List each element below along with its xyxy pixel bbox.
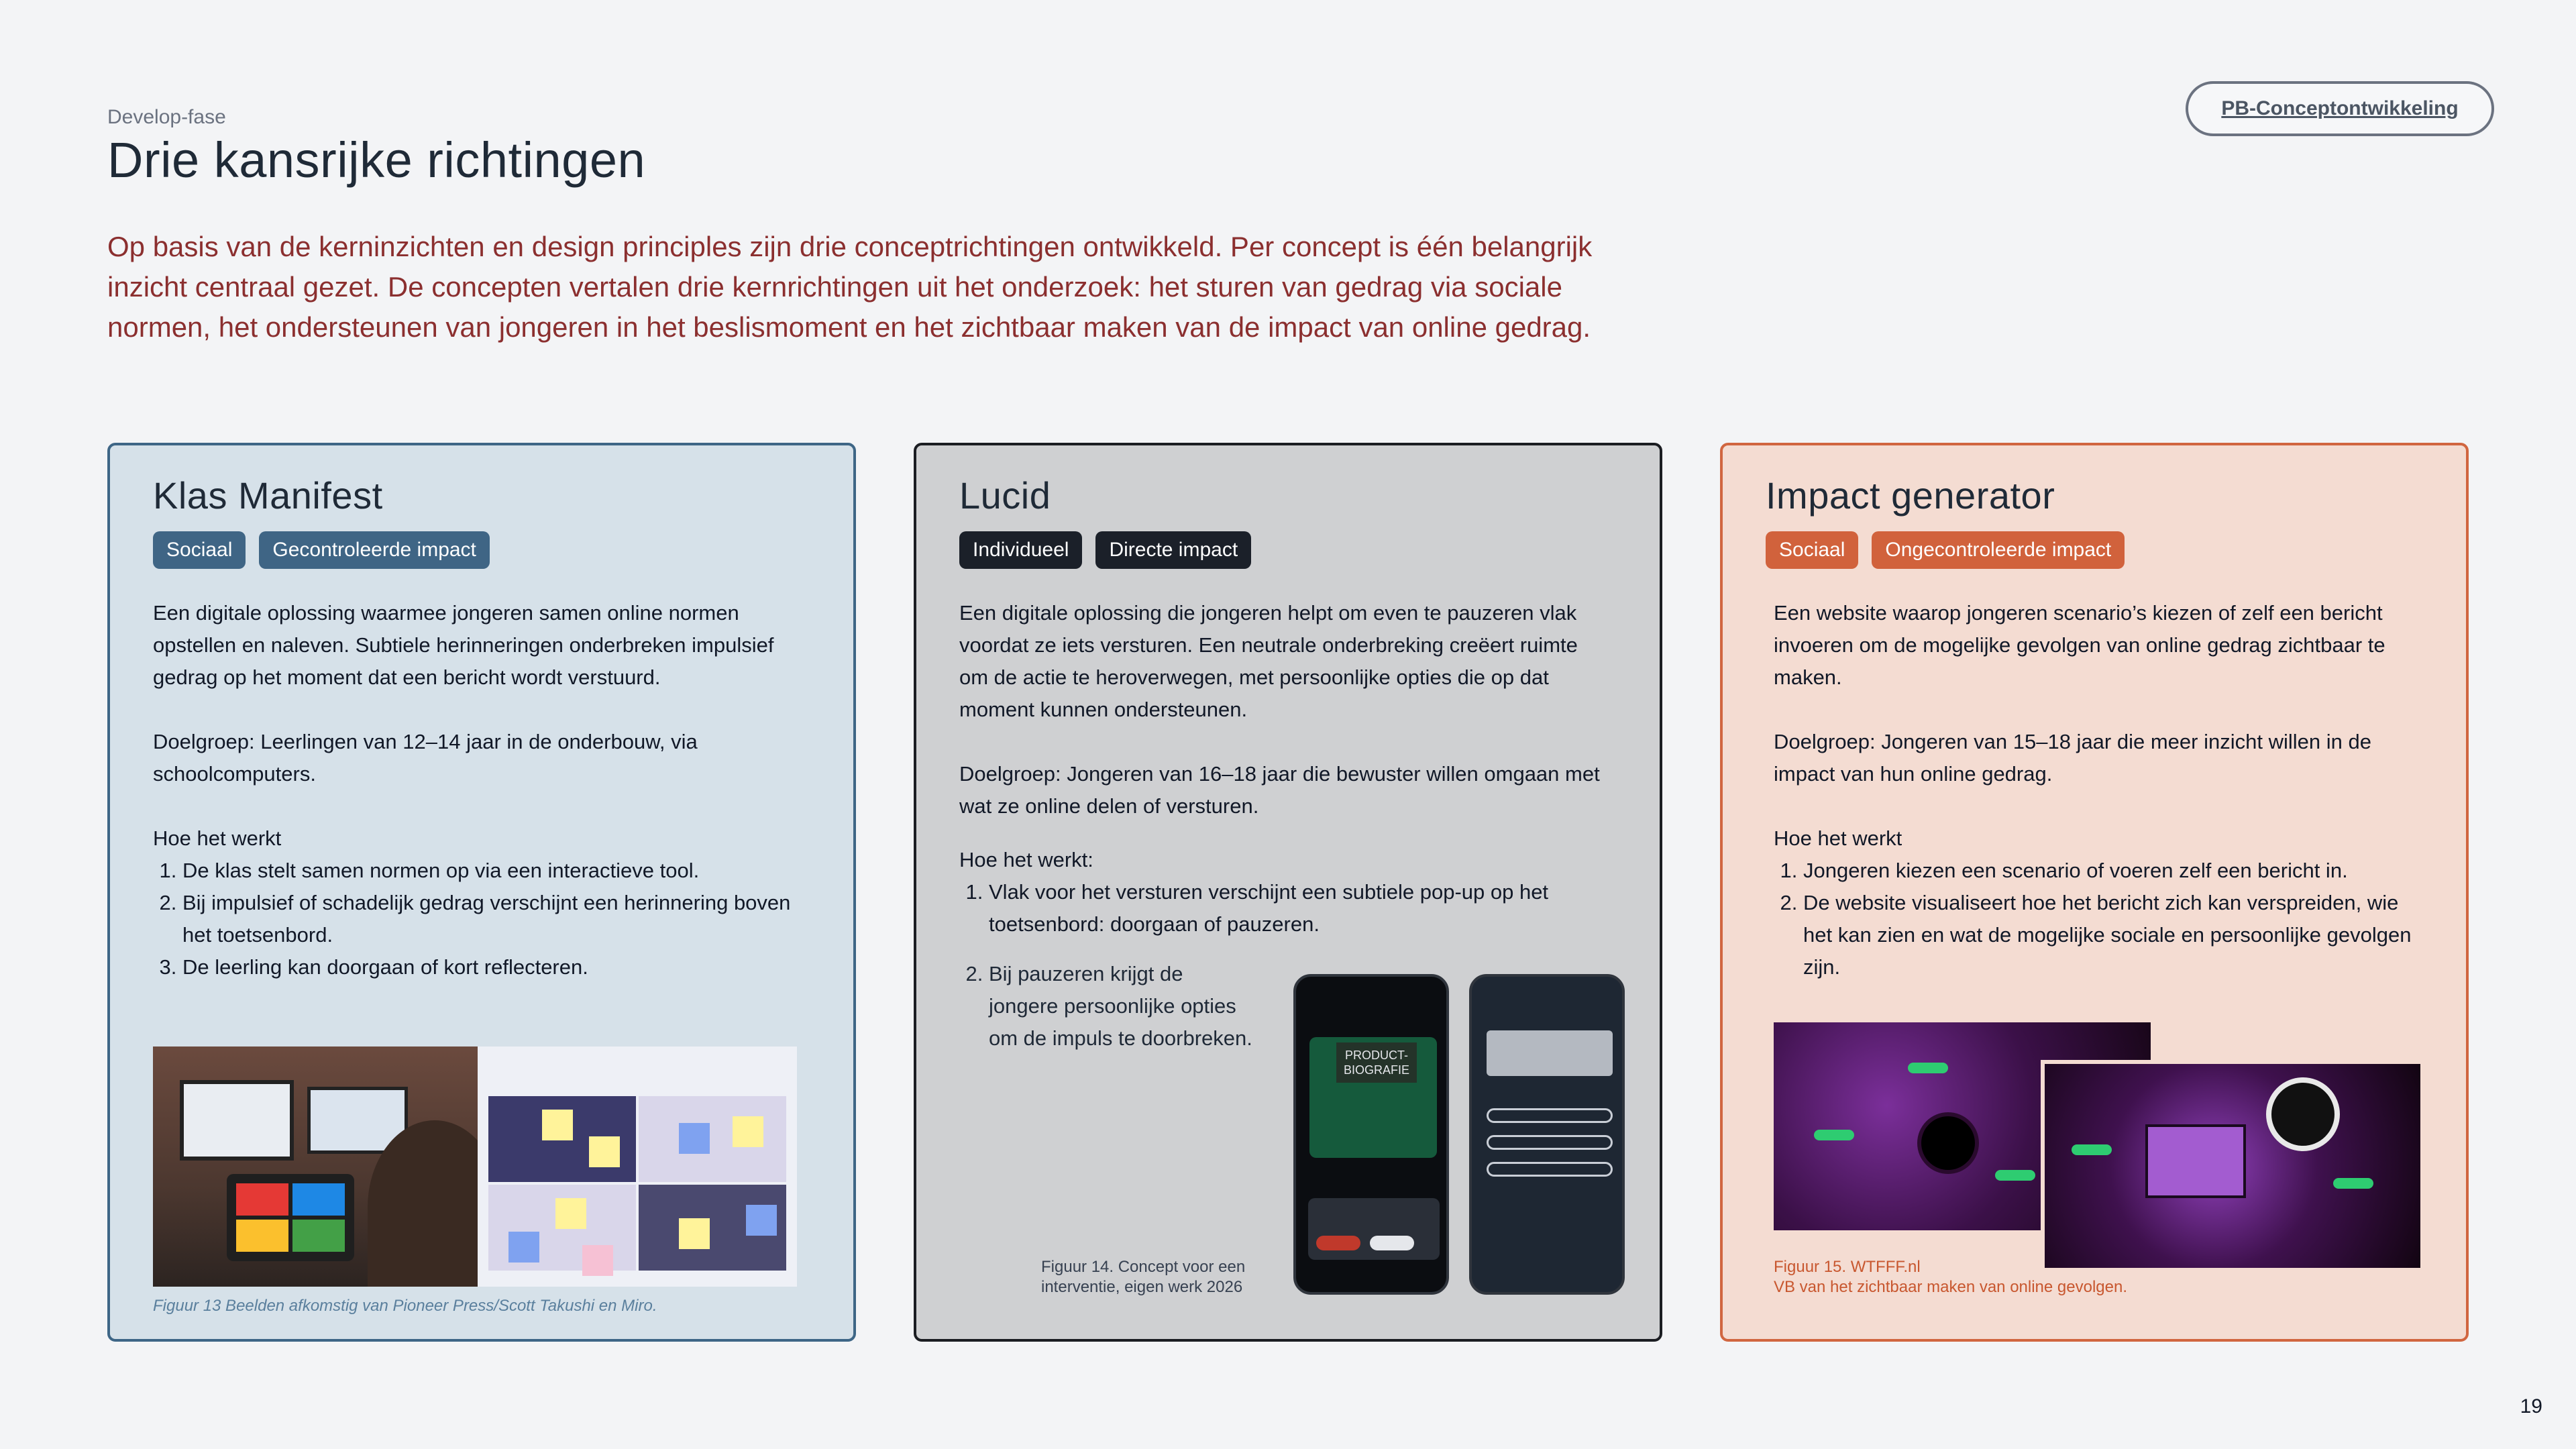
figure-caption: Figuur 15. WTFFF.nl VB van het zichtbaar maken van online gevolgen. (1774, 1258, 2128, 1296)
card-klas-manifest (107, 443, 856, 1342)
steps-list (959, 876, 1603, 941)
tag-list (1766, 531, 2125, 569)
how-title: Hoe het werkt (1774, 826, 1902, 850)
card-title: Klas Manifest (153, 474, 383, 517)
phone-label: PRODUCT-BIOGRAFIE (1336, 1042, 1417, 1083)
steps-list-continued (959, 958, 1254, 1055)
how-title: Hoe het werkt: (959, 848, 1093, 871)
card-target: Doelgroep: Leerlingen van 12–14 jaar in de onderbouw, via schoolcomputers. (153, 730, 698, 786)
list-item: 2. De website visualiseert hoe het bericht zich kan verspreiden, wie het kan zien en wat de mogelijke sociale en persoonlijke gevolgen zijn. (1803, 887, 2418, 983)
steps-list (153, 855, 797, 983)
card-description: Een digitale oplossing die jongeren helpt om even te pauzeren vlak voordat ze iets versturen. Een neutrale onderbreking creëert ruimte om de actie te heroverwegen, met persoonlijke opties die op dat moment kunnen ondersteunen. (959, 601, 1578, 721)
tag-badge: Sociaal (1766, 531, 1858, 569)
tag-list (153, 531, 490, 569)
card-body (959, 597, 1603, 941)
steps-list (1774, 855, 2418, 983)
list-item: 2. Bij pauzeren krijgt de jongere persoonlijke opties om de impuls te doorbreken. (989, 958, 1254, 1055)
list-item: 3. De leerling kan doorgaan of kort reflecteren. (182, 951, 797, 983)
list-item: 2. Bij impulsief of schadelijk gedrag verschijnt een herinnering boven het toetsenbord. (182, 887, 797, 951)
figure-caption: Figuur 13 Beelden afkomstig van Pioneer Press/Scott Takushi en Miro. (153, 1297, 657, 1315)
phone-mockup-chat (1293, 974, 1449, 1295)
card-body (1774, 597, 2418, 983)
miro-board-image (478, 1046, 797, 1287)
card-target: Doelgroep: Jongeren van 15–18 jaar die meer inzicht willen in de impact van hun online gedrag. (1774, 730, 2371, 786)
classroom-photo (153, 1046, 478, 1287)
page-number: 19 (2520, 1395, 2542, 1417)
intro-text: Op basis van de kerninzichten en design principles zijn drie conceptrichtingen ontwikkeld. Per concept is één belangrijk inzicht centraal gezet. De concepten vertalen drie kernrichtingen uit het onderzoek: het sturen van gedrag via sociale normen, het ondersteunen van jongeren in het beslismoment en het zichtbaar maken van de impact van online gedrag. (107, 231, 1593, 343)
tag-list (959, 531, 1251, 569)
page-title: Drie kansrijke richtingen (107, 132, 646, 188)
tag-badge: Gecontroleerde impact (259, 531, 490, 569)
wtfff-screenshot-2 (2041, 1060, 2420, 1268)
tag-badge: Directe impact (1095, 531, 1251, 569)
card-title: Impact generator (1766, 474, 2055, 517)
concept-link-button[interactable]: PB-Conceptontwikkeling (2186, 81, 2494, 136)
tag-badge: Ongecontroleerde impact (1872, 531, 2125, 569)
card-description: Een digitale oplossing waarmee jongeren samen online normen opstellen en naleven. Subtiele herinneringen onderbreken impulsief gedrag op het moment dat een bericht wordt verstuurd. (153, 601, 774, 689)
card-target: Doelgroep: Jongeren van 16–18 jaar die bewuster willen omgaan met wat ze online delen of versturen. (959, 762, 1600, 818)
card-description: Een website waarop jongeren scenario’s kiezen of zelf een bericht invoeren om de mogelijke gevolgen van online gedrag zichtbaar te maken. (1774, 601, 2385, 689)
card-impact-generator (1720, 443, 2469, 1342)
tag-badge: Individueel (959, 531, 1082, 569)
tag-badge: Sociaal (153, 531, 246, 569)
figure-caption: Figuur 14. Concept voor een interventie, eigen werk 2026 (1041, 1258, 1246, 1296)
card-title: Lucid (959, 474, 1051, 517)
card-lucid (914, 443, 1662, 1342)
list-item: 1. Jongeren kiezen een scenario of voeren zelf een bericht in. (1803, 855, 2418, 887)
list-item: 1. Vlak voor het versturen verschijnt een subtiele pop-up op het toetsenbord: doorgaan of pauzeren. (989, 876, 1603, 941)
eyebrow: Develop-fase (107, 106, 226, 128)
list-item: 1. De klas stelt samen normen op via een interactieve tool. (182, 855, 797, 887)
phone-mockup-options (1469, 974, 1625, 1295)
how-title: Hoe het werkt (153, 826, 282, 850)
card-body (153, 597, 797, 983)
